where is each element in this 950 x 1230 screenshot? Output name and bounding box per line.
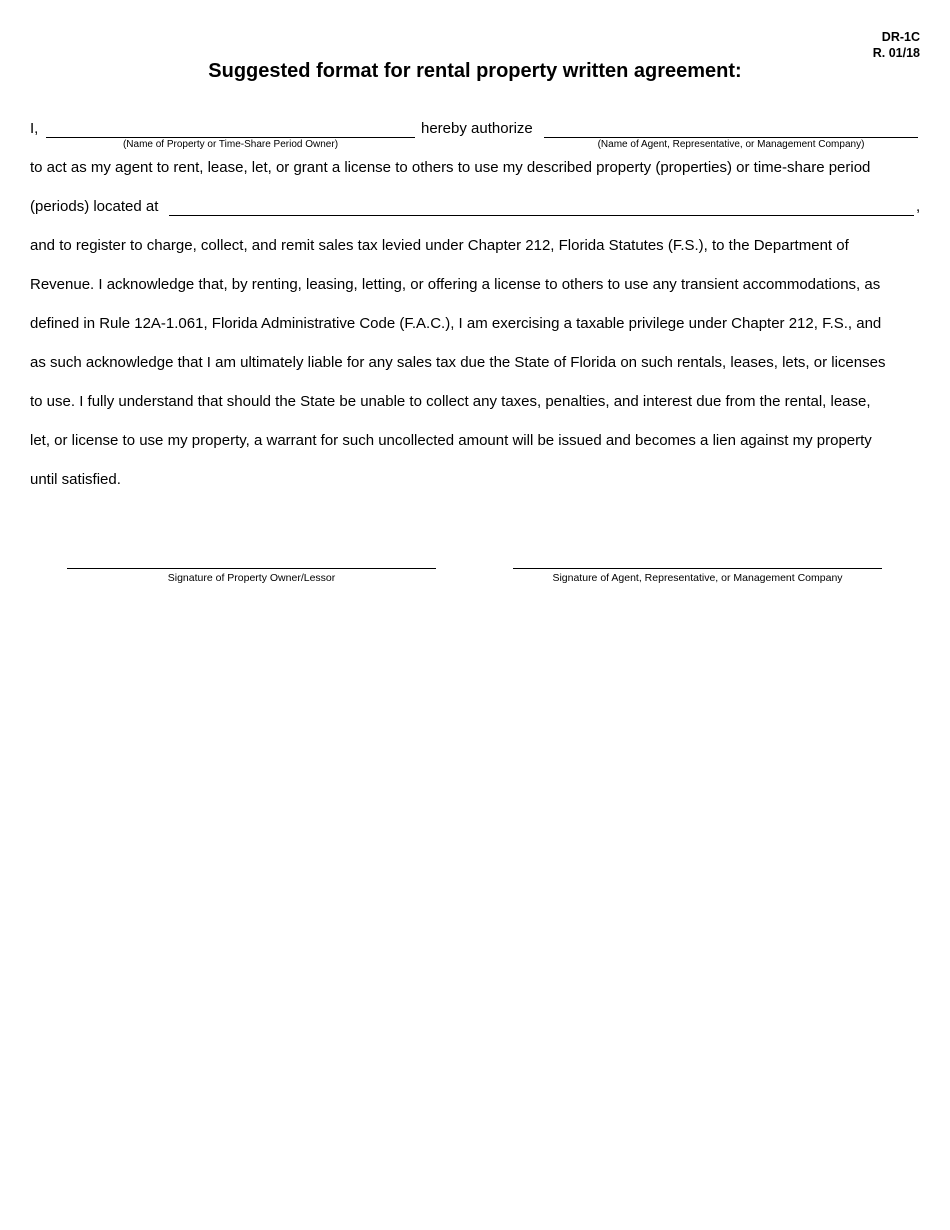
owner-signature-label: Signature of Property Owner/Lessor (167, 572, 336, 584)
body-line: as such acknowledge that I am ultimately liable for any sales tax due the State of Florida on such rentals, leases, lets, or licenses (30, 354, 886, 371)
body-line: defined in Rule 12A-1.061, Florida Administrative Code (F.A.C.), I am exercising a taxable privilege under Chapter 212, F.S., and (30, 315, 882, 332)
agent-signature-field[interactable] (513, 568, 882, 569)
location-suffix: , (916, 198, 921, 215)
property-location-field[interactable] (169, 215, 914, 216)
body-line: let, or license to use my property, a warrant for such uncollected amount will be issued and becomes a lien against my property (30, 432, 872, 449)
agent-name-caption: (Name of Agent, Representative, or Management Company) (597, 139, 865, 150)
body-line: to act as my agent to rent, lease, let, or grant a license to others to use my described property (properties) or time-share period (30, 159, 871, 176)
location-label: (periods) located at (30, 198, 159, 215)
form-number: DR-1C (881, 30, 920, 44)
body-line: to use. I fully understand that should the State be unable to collect any taxes, penalties, and interest due from the rental, lease, (30, 393, 871, 410)
agent-signature-label: Signature of Agent, Representative, or Management Company (552, 572, 843, 584)
body-line: until satisfied. (30, 471, 121, 488)
agent-name-field[interactable] (544, 137, 918, 138)
page-title: Suggested format for rental property written agreement: (208, 60, 742, 82)
form-revision: R. 01/18 (872, 46, 920, 60)
body-line: and to register to charge, collect, and remit sales tax levied under Chapter 212, Florida Statutes (F.S.), to the Department of (30, 237, 849, 254)
form-identifier (873, 29, 920, 61)
authorization-middle-text: hereby authorize (421, 120, 533, 137)
authorization-prefix: I, (30, 120, 39, 137)
owner-signature-field[interactable] (67, 568, 436, 569)
body-line: Revenue. I acknowledge that, by renting, leasing, letting, or offering a license to others to use any transient accommodations, as (30, 276, 881, 293)
owner-name-field[interactable] (46, 137, 415, 138)
owner-name-caption: (Name of Property or Time-Share Period Owner) (122, 139, 339, 150)
